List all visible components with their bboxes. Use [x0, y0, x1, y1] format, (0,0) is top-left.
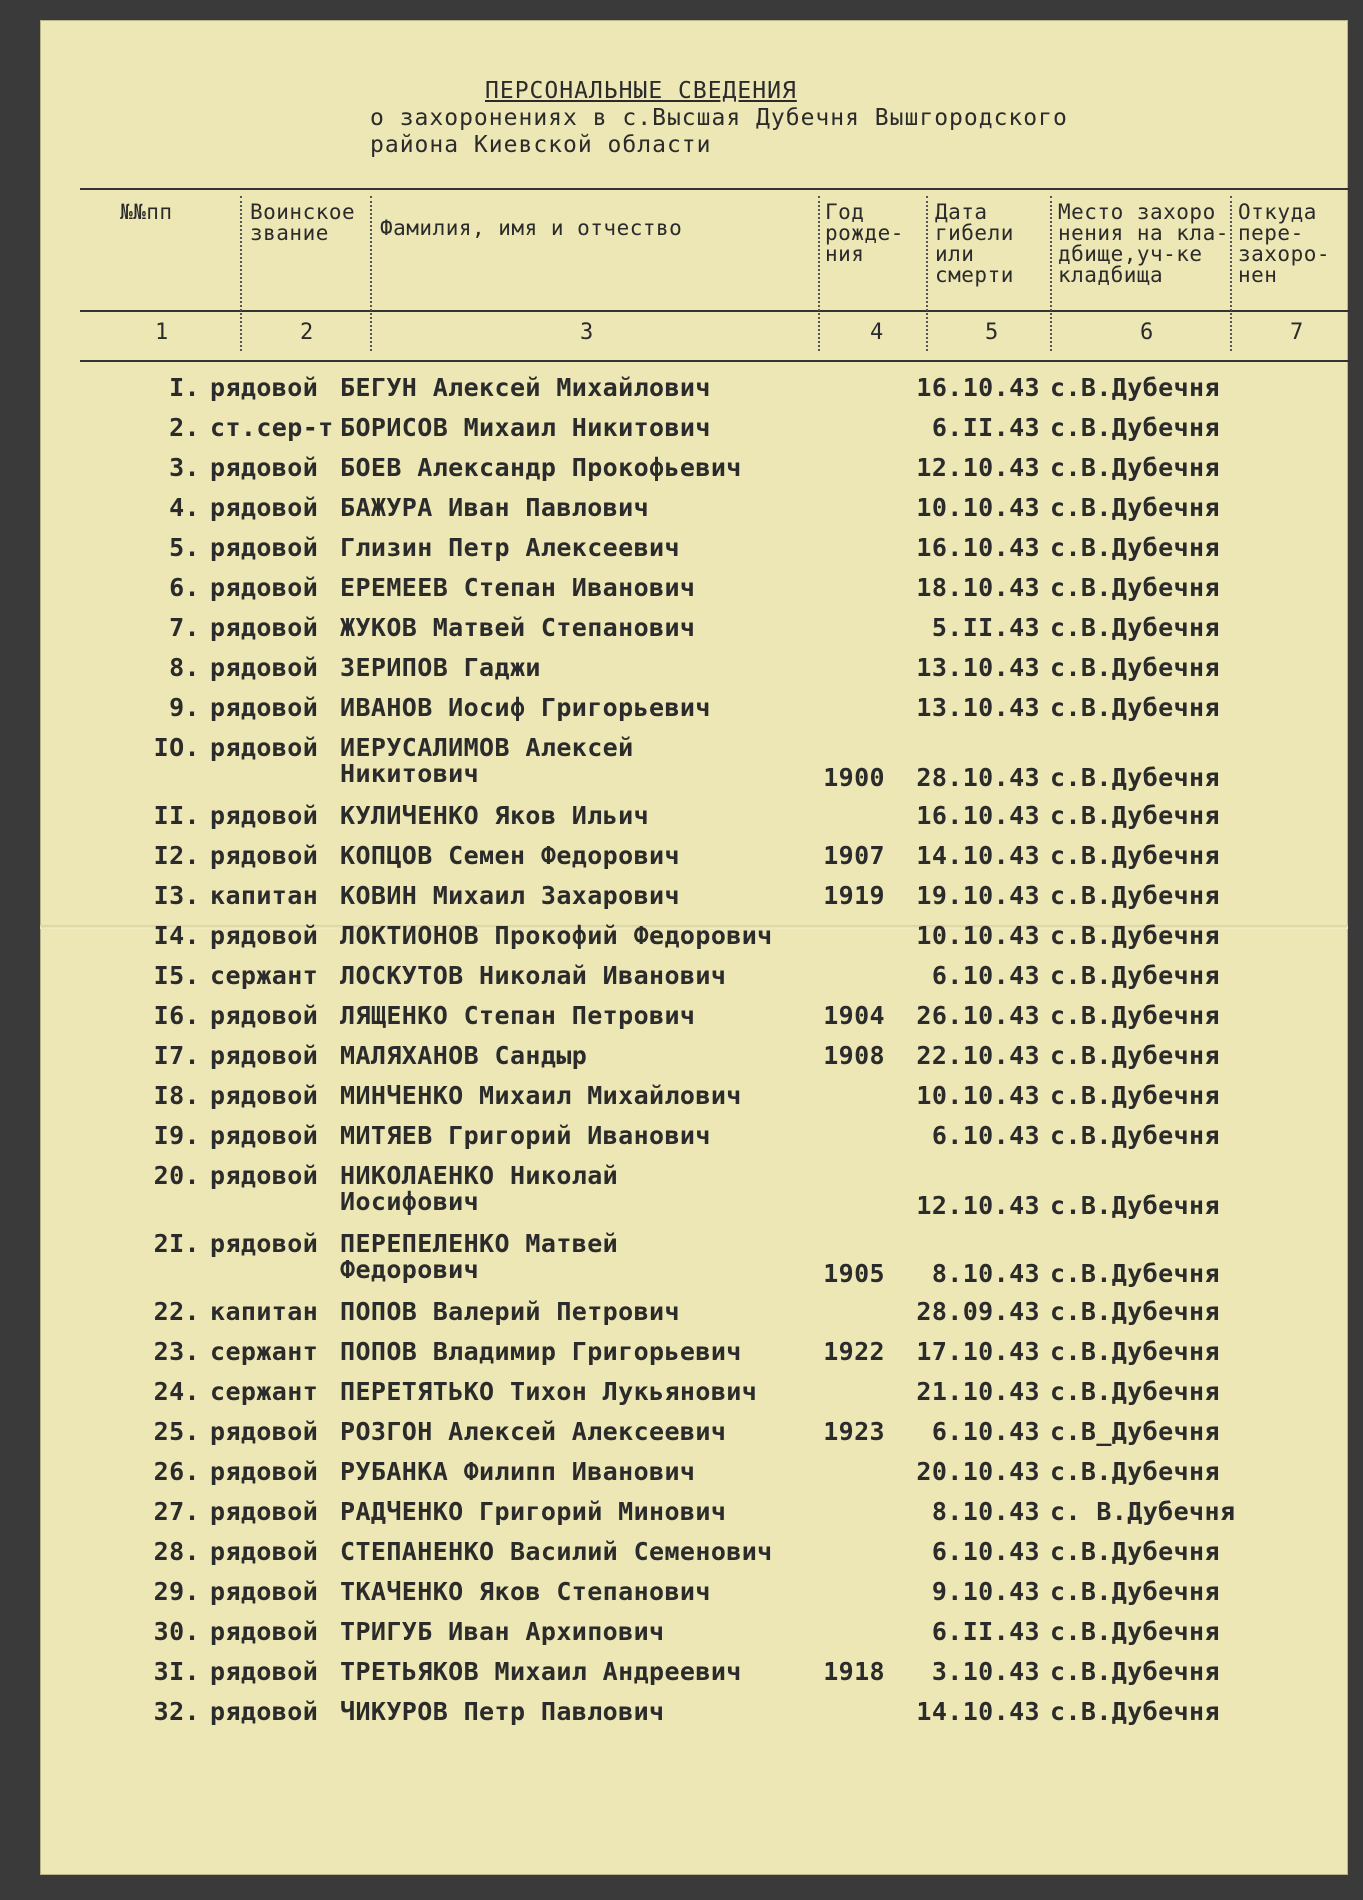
col-divider [1230, 196, 1232, 351]
table-row [40, 370, 1348, 410]
table-row [40, 1454, 1348, 1494]
burial-place: с.В.Дубечня [1050, 763, 1220, 792]
military-rank: рядовой [210, 653, 319, 682]
birth-year: 1905 [823, 1259, 885, 1288]
title-line-3: района Киевской области [370, 132, 712, 158]
military-rank: рядовой [210, 453, 319, 482]
death-date: 13.10.43 [916, 693, 1040, 722]
full-name: РОЗГОН Алексей Алексеевич [340, 1417, 727, 1446]
death-date: 14.10.43 [916, 1697, 1040, 1726]
military-rank: рядовой [210, 373, 319, 402]
burial-place: с.В.Дубечня [1050, 573, 1220, 602]
death-date: 6.II.43 [931, 413, 1040, 442]
military-rank: рядовой [210, 1161, 319, 1190]
table-row [40, 410, 1348, 450]
death-date: 18.10.43 [916, 573, 1040, 602]
table-row [40, 730, 1348, 800]
row-number: 29. [153, 1577, 200, 1606]
burial-place: с.В.Дубечня [1050, 1121, 1220, 1150]
burial-place: с.В.Дубечня [1050, 1001, 1220, 1030]
header-num-2: 2 [300, 320, 314, 345]
death-date: 10.10.43 [916, 493, 1040, 522]
burial-place: с.В.Дубечня [1050, 1537, 1220, 1566]
table-row [40, 530, 1348, 570]
death-date: 8.10.43 [931, 1259, 1040, 1288]
table-row [40, 1494, 1348, 1534]
full-name: БОЕВ Александр Прокофьевич [340, 453, 742, 482]
row-number: 20. [153, 1161, 200, 1190]
birth-year: 1918 [823, 1657, 885, 1686]
military-rank: ст.сер-т [210, 413, 334, 442]
full-name: ЧИКУРОВ Петр Павлович [340, 1697, 665, 1726]
table-row [40, 1158, 1348, 1228]
document-title [370, 78, 1130, 159]
military-rank: сержант [210, 961, 319, 990]
full-name: ЖУКОВ Матвей Степанович [340, 613, 696, 642]
title-line-1: ПЕРСОНАЛЬНЫЕ СВЕДЕНИЯ [485, 78, 797, 104]
header-num-4: 4 [870, 320, 884, 345]
full-name: ПОПОВ Владимир Григорьевич [340, 1337, 742, 1366]
full-name: ИЕРУСАЛИМОВ Алексей [340, 733, 634, 762]
death-date: 6.10.43 [931, 1417, 1040, 1446]
row-number: I2. [153, 841, 200, 870]
full-name: ЛЯЩЕНКО Степан Петрович [340, 1001, 696, 1030]
burial-place: с.В.Дубечня [1050, 1337, 1220, 1366]
death-date: 28.09.43 [916, 1297, 1040, 1326]
full-name: СТЕПАНЕНКО Василий Семенович [340, 1537, 773, 1566]
burial-place: с.В_Дубечня [1050, 1417, 1220, 1446]
burial-place: с.В.Дубечня [1050, 373, 1220, 402]
military-rank: рядовой [210, 1457, 319, 1486]
table-row [40, 1294, 1348, 1334]
burial-place: с.В.Дубечня [1050, 613, 1220, 642]
row-number: 25. [153, 1417, 200, 1446]
full-name: МАЛЯХАНОВ Сандыр [340, 1041, 588, 1070]
death-date: 16.10.43 [916, 373, 1040, 402]
table-row [40, 1334, 1348, 1374]
row-number: 6. [169, 573, 200, 602]
full-name: ТРЕТЬЯКОВ Михаил Андреевич [340, 1657, 742, 1686]
row-number: 3. [169, 453, 200, 482]
table-header [80, 188, 1350, 362]
header-num-7: 7 [1290, 320, 1304, 345]
military-rank: рядовой [210, 1229, 319, 1258]
row-number: I9. [153, 1121, 200, 1150]
burial-place: с.В.Дубечня [1050, 1577, 1220, 1606]
row-number: 3I. [153, 1657, 200, 1686]
row-number: 23. [153, 1337, 200, 1366]
death-date: 6.10.43 [931, 1537, 1040, 1566]
burial-place: с.В.Дубечня [1050, 653, 1220, 682]
birth-year: 1908 [823, 1041, 885, 1070]
birth-year: 1904 [823, 1001, 885, 1030]
burial-place: с.В.Дубечня [1050, 1259, 1220, 1288]
military-rank: рядовой [210, 841, 319, 870]
table-row [40, 998, 1348, 1038]
col-divider [818, 196, 820, 351]
burial-place: с.В.Дубечня [1050, 1041, 1220, 1070]
table-row [40, 958, 1348, 998]
military-rank: рядовой [210, 1657, 319, 1686]
full-name: ТКАЧЕНКО Яков Степанович [340, 1577, 711, 1606]
table-row [40, 610, 1348, 650]
row-number: 32. [153, 1697, 200, 1726]
header-col-7: Откуда пере- захоро- нен [1238, 200, 1331, 287]
table-row [40, 1374, 1348, 1414]
full-name-continued: Никитович [340, 759, 480, 788]
death-date: 14.10.43 [916, 841, 1040, 870]
military-rank: рядовой [210, 1417, 319, 1446]
table-row [40, 918, 1348, 958]
row-number: I4. [153, 921, 200, 950]
table-row [40, 1038, 1348, 1078]
full-name: ПОПОВ Валерий Петрович [340, 1297, 680, 1326]
row-number: 5. [169, 533, 200, 562]
military-rank: рядовой [210, 1081, 319, 1110]
table-row [40, 570, 1348, 610]
full-name: Глизин Петр Алексеевич [340, 533, 680, 562]
title-line-2: о захоронениях в с.Высшая Дубечня Вышгородского [370, 105, 1068, 131]
table-row [40, 1694, 1348, 1734]
death-date: 17.10.43 [916, 1337, 1040, 1366]
death-date: 20.10.43 [916, 1457, 1040, 1486]
full-name: ЛОКТИОНОВ Прокофий Федорович [340, 921, 773, 950]
death-date: 12.10.43 [916, 453, 1040, 482]
death-date: 26.10.43 [916, 1001, 1040, 1030]
row-number: 30. [153, 1617, 200, 1646]
birth-year: 1922 [823, 1337, 885, 1366]
full-name: КОВИН Михаил Захарович [340, 881, 680, 910]
full-name-continued: Иосифович [340, 1187, 480, 1216]
row-number: 24. [153, 1377, 200, 1406]
row-number: II. [153, 801, 200, 830]
burial-place: с.В.Дубечня [1050, 881, 1220, 910]
full-name: НИКОЛАЕНКО Николай [340, 1161, 619, 1190]
row-number: I6. [153, 1001, 200, 1030]
death-date: 16.10.43 [916, 533, 1040, 562]
full-name: РАДЧЕНКО Григорий Минович [340, 1497, 727, 1526]
military-rank: рядовой [210, 1001, 319, 1030]
military-rank: рядовой [210, 801, 319, 830]
military-rank: рядовой [210, 1497, 319, 1526]
full-name-continued: Федорович [340, 1255, 480, 1284]
full-name: КУЛИЧЕНКО Яков Ильич [340, 801, 650, 830]
burial-place: с.В.Дубечня [1050, 493, 1220, 522]
header-num-3: 3 [580, 320, 594, 345]
table-row [40, 1614, 1348, 1654]
burial-place: с.В.Дубечня [1050, 1617, 1220, 1646]
row-number: 28. [153, 1537, 200, 1566]
table-row [40, 650, 1348, 690]
military-rank: рядовой [210, 693, 319, 722]
row-number: 26. [153, 1457, 200, 1486]
death-date: 3.10.43 [931, 1657, 1040, 1686]
full-name: ЛОСКУТОВ Николай Иванович [340, 961, 727, 990]
birth-year: 1900 [823, 763, 885, 792]
row-number: I8. [153, 1081, 200, 1110]
row-number: I3. [153, 881, 200, 910]
death-date: 21.10.43 [916, 1377, 1040, 1406]
burial-place: с.В.Дубечня [1050, 1457, 1220, 1486]
full-name: ИВАНОВ Иосиф Григорьевич [340, 693, 711, 722]
burial-place: с.В.Дубечня [1050, 453, 1220, 482]
col-divider [370, 196, 372, 351]
table-row [40, 1534, 1348, 1574]
burial-place: с.В.Дубечня [1050, 1377, 1220, 1406]
table-row [40, 1414, 1348, 1454]
burial-place: с.В.Дубечня [1050, 1191, 1220, 1220]
full-name: БАЖУРА Иван Павлович [340, 493, 650, 522]
military-rank: рядовой [210, 1041, 319, 1070]
row-number: 27. [153, 1497, 200, 1526]
col-divider [926, 196, 928, 351]
burial-place: с.В.Дубечня [1050, 1297, 1220, 1326]
burial-place: с.В.Дубечня [1050, 961, 1220, 990]
military-rank: рядовой [210, 1617, 319, 1646]
table-row [40, 838, 1348, 878]
full-name: КОПЦОВ Семен Федорович [340, 841, 680, 870]
burial-place: с.В.Дубечня [1050, 1081, 1220, 1110]
death-date: 10.10.43 [916, 1081, 1040, 1110]
death-date: 13.10.43 [916, 653, 1040, 682]
military-rank: рядовой [210, 533, 319, 562]
burial-place: с.В.Дубечня [1050, 921, 1220, 950]
death-date: 6.10.43 [931, 961, 1040, 990]
death-date: 5.II.43 [931, 613, 1040, 642]
burial-place: с.В.Дубечня [1050, 413, 1220, 442]
row-number: 2. [169, 413, 200, 442]
header-col-3: Фамилия, имя и отчество [380, 216, 683, 240]
birth-year: 1907 [823, 841, 885, 870]
death-date: 28.10.43 [916, 763, 1040, 792]
row-number: IO. [153, 733, 200, 762]
full-name: БОРИСОВ Михаил Никитович [340, 413, 711, 442]
military-rank: рядовой [210, 1121, 319, 1150]
birth-year: 1923 [823, 1417, 885, 1446]
death-date: 8.10.43 [931, 1497, 1040, 1526]
header-num-6: 6 [1140, 320, 1154, 345]
table-row [40, 1078, 1348, 1118]
header-num-5: 5 [985, 320, 999, 345]
row-number: 2I. [153, 1229, 200, 1258]
row-number: 4. [169, 493, 200, 522]
full-name: МИНЧЕНКО Михаил Михайлович [340, 1081, 742, 1110]
full-name: ЗЕРИПОВ Гаджи [340, 653, 541, 682]
row-number: I7. [153, 1041, 200, 1070]
full-name: ПЕРЕПЕЛЕНКО Матвей [340, 1229, 619, 1258]
military-rank: рядовой [210, 733, 319, 762]
full-name: РУБАНКА Филипп Иванович [340, 1457, 696, 1486]
row-number: 7. [169, 613, 200, 642]
row-number: 8. [169, 653, 200, 682]
header-divider [80, 310, 1350, 312]
full-name: МИТЯЕВ Григорий Иванович [340, 1121, 711, 1150]
birth-year: 1919 [823, 881, 885, 910]
row-number: I. [169, 373, 200, 402]
military-rank: рядовой [210, 921, 319, 950]
header-col-5: Дата гибели или смерти [935, 200, 1014, 287]
military-rank: сержант [210, 1337, 319, 1366]
burial-place: с.В.Дубечня [1050, 801, 1220, 830]
burial-place: с.В.Дубечня [1050, 1657, 1220, 1686]
table-row [40, 1118, 1348, 1158]
full-name: ЕРЕМЕЕВ Степан Иванович [340, 573, 696, 602]
header-col-1: №№пп [120, 200, 173, 224]
full-name: БЕГУН Алексей Михайлович [340, 373, 711, 402]
full-name: ПЕРЕТЯТЬКО Тихон Лукьянович [340, 1377, 758, 1406]
col-divider [1050, 196, 1052, 351]
burial-place: с.В.Дубечня [1050, 841, 1220, 870]
row-number: 9. [169, 693, 200, 722]
col-divider [240, 196, 242, 351]
table-row [40, 1654, 1348, 1694]
burial-place: с.В.Дубечня [1050, 533, 1220, 562]
header-col-4: Год рожде- ния [825, 200, 904, 266]
table-row [40, 878, 1348, 918]
burial-place: с.В.Дубечня [1050, 693, 1220, 722]
death-date: 12.10.43 [916, 1191, 1040, 1220]
death-date: 10.10.43 [916, 921, 1040, 950]
row-number: 22. [153, 1297, 200, 1326]
death-date: 6.10.43 [931, 1121, 1040, 1150]
table-row [40, 1574, 1348, 1614]
military-rank: капитан [210, 1297, 319, 1326]
header-col-6: Место захоро нения на кла- дбище,уч-ке кладбища [1058, 200, 1229, 287]
military-rank: рядовой [210, 1577, 319, 1606]
military-rank: рядовой [210, 573, 319, 602]
table-row [40, 690, 1348, 730]
military-rank: рядовой [210, 1697, 319, 1726]
table-row [40, 1226, 1348, 1296]
death-date: 9.10.43 [931, 1577, 1040, 1606]
table-row [40, 490, 1348, 530]
death-date: 16.10.43 [916, 801, 1040, 830]
burial-place: с.В.Дубечня [1050, 1697, 1220, 1726]
military-rank: рядовой [210, 1537, 319, 1566]
military-rank: сержант [210, 1377, 319, 1406]
row-number: I5. [153, 961, 200, 990]
table-row [40, 798, 1348, 838]
death-date: 19.10.43 [916, 881, 1040, 910]
military-rank: капитан [210, 881, 319, 910]
header-num-1: 1 [155, 320, 169, 345]
military-rank: рядовой [210, 613, 319, 642]
document-page [40, 20, 1348, 1875]
burial-place: с. В.Дубечня [1050, 1497, 1236, 1526]
header-col-2: Воинское звание [250, 200, 356, 245]
table-row [40, 450, 1348, 490]
military-rank: рядовой [210, 493, 319, 522]
full-name: ТРИГУБ Иван Архипович [340, 1617, 665, 1646]
death-date: 22.10.43 [916, 1041, 1040, 1070]
death-date: 6.II.43 [931, 1617, 1040, 1646]
